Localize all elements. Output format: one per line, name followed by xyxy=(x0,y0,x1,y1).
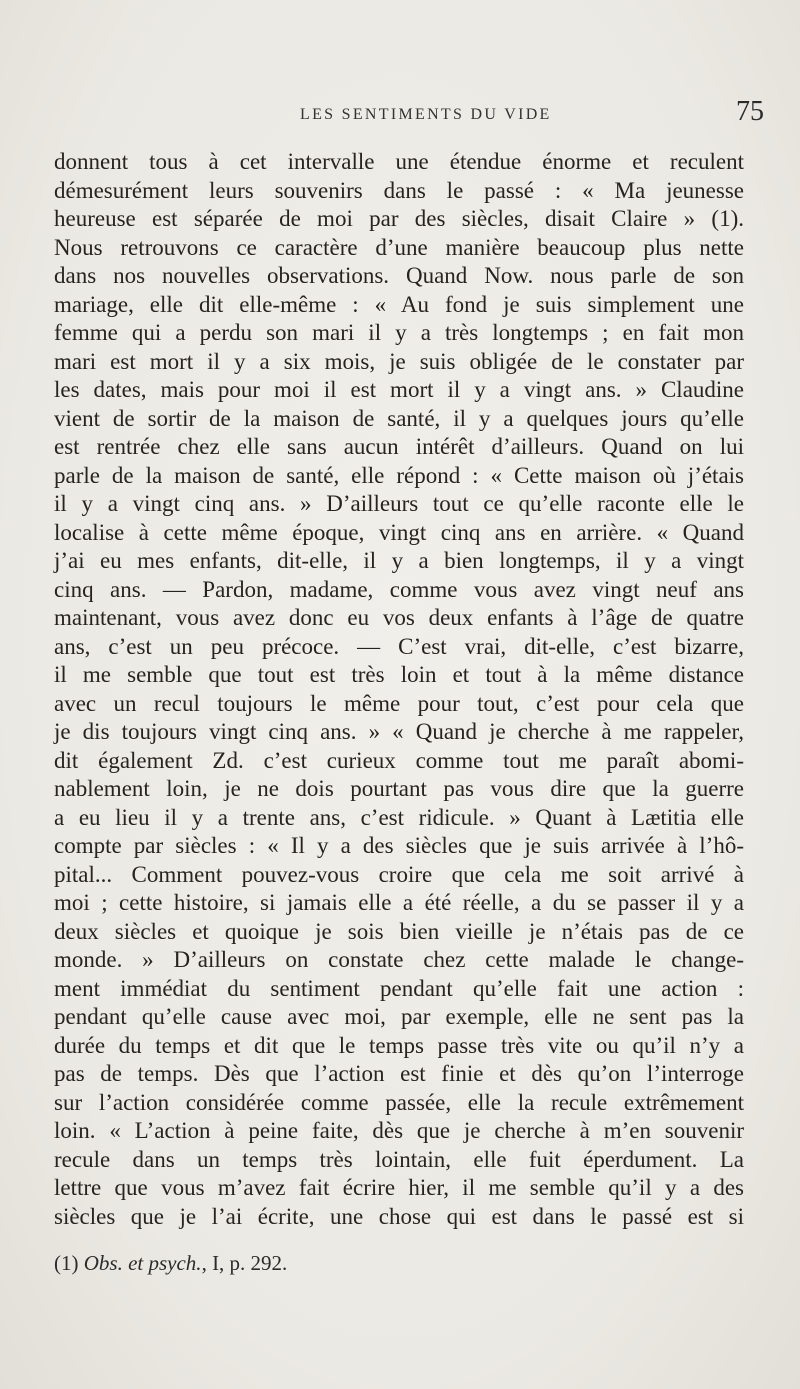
text-line: est rentrée chez elle sans aucun intérêt d’ailleurs. Quand on lui xyxy=(54,434,744,459)
body-text xyxy=(54,148,744,1231)
text-line: nablement loin, je ne dois pourtant pas vous dire que la guerre xyxy=(54,776,744,801)
text-line: deux siècles et quoique je sois bien vieille je n’étais pas de ce xyxy=(54,918,744,944)
text-line: compte par siècles : « Il y a des siècles que je suis arrivée à l’hô- xyxy=(54,833,744,858)
text-line: pendant qu’elle cause avec moi, par exemple, elle ne sent pas la xyxy=(54,1004,744,1029)
text-line: démesurément leurs souvenirs dans le passé : « Ma jeunesse xyxy=(54,177,744,203)
text-line: donnent tous à cet intervalle une étendue énorme et reculent xyxy=(54,149,744,174)
text-line: siècles que je l’ai écrite, une chose qui est dans le passé est si xyxy=(54,1203,744,1229)
text-line: ans, c’est un peu précoce. — C’est vrai, dit-elle, c’est bizarre, xyxy=(54,633,744,659)
text-line: parle de la maison de santé, elle répond : « Cette maison où j’étais xyxy=(54,462,744,488)
text-line: femme qui a perdu son mari il y a très longtemps ; en fait mon xyxy=(54,320,744,345)
text-line: mariage, elle dit elle-même : « Au fond je suis simplement une xyxy=(54,291,744,317)
text-line: je dis toujours vingt cinq ans. » « Quand je cherche à me rappeler, xyxy=(54,719,744,744)
text-line: moi ; cette histoire, si jamais elle a été réelle, a du se passer il y a xyxy=(54,890,744,915)
text-line: les dates, mais pour moi il est mort il y a vingt ans. » Claudine xyxy=(54,377,744,402)
running-title: LES SENTIMENTS DU VIDE xyxy=(300,106,552,123)
text-line: dit également Zd. c’est curieux comme tout me paraît abomi- xyxy=(54,747,744,773)
text-line: pas de temps. Dès que l’action est finie et dès qu’on l’interroge xyxy=(54,1061,744,1086)
text-line: monde. » D’ailleurs on constate chez cette malade le change- xyxy=(54,947,744,972)
footnote-reference: , I, p. 292. xyxy=(201,1251,288,1275)
text-line: localise à cette même époque, vingt cinq ans en arrière. « Quand xyxy=(54,519,744,545)
text-line: heureuse est séparée de moi par des siècles, disait Claire » (1). xyxy=(54,206,744,231)
text-line: j’ai eu mes enfants, dit-elle, il y a bien longtemps, il y a vingt xyxy=(54,548,744,573)
footnote-marker: (1) xyxy=(54,1251,79,1275)
text-line: ment immédiat du sentiment pendant qu’elle fait une action : xyxy=(54,975,744,1001)
text-line: durée du temps et dit que le temps passe très vite ou qu’il n’y a xyxy=(54,1032,744,1058)
text-line: il me semble que tout est très loin et tout à la même distance xyxy=(54,662,744,687)
text-line: recule dans un temps très lointain, elle fuit éperdument. La xyxy=(54,1146,744,1172)
text-line: maintenant, vous avez donc eu vos deux enfants à l’âge de quatre xyxy=(54,605,744,630)
text-line: avec un recul toujours le même pour tout, c’est pour cela que xyxy=(54,690,744,716)
text-line: mari est mort il y a six mois, je suis obligée de le constater par xyxy=(54,348,744,374)
text-line: dans nos nouvelles observations. Quand Now. nous parle de son xyxy=(54,263,744,288)
text-line: il y a vingt cinq ans. » D’ailleurs tout ce qu’elle raconte elle le xyxy=(54,491,744,516)
footnote xyxy=(54,1251,287,1276)
text-line: Nous retrouvons ce caractère d’une manière beaucoup plus nette xyxy=(54,234,744,260)
text-line: vient de sortir de la maison de santé, il y a quelques jours qu’elle xyxy=(54,405,744,431)
text-line: lettre que vous m’avez fait écrire hier, il me semble qu’il y a des xyxy=(54,1175,744,1200)
text-line: a eu lieu il y a trente ans, c’est ridicule. » Quant à Lætitia elle xyxy=(54,804,744,830)
text-line: pital... Comment pouvez-vous croire que cela me soit arrivé à xyxy=(54,861,744,887)
text-line: cinq ans. — Pardon, madame, comme vous avez vingt neuf ans xyxy=(54,576,744,602)
page-number: 75 xyxy=(736,96,764,127)
footnote-source: Obs. et psych. xyxy=(83,1251,202,1275)
text-line: sur l’action considérée comme passée, elle la recule extrêmement xyxy=(54,1089,744,1115)
text-line: loin. « L’action à peine faite, dès que je cherche à m’en souvenir xyxy=(54,1118,744,1143)
